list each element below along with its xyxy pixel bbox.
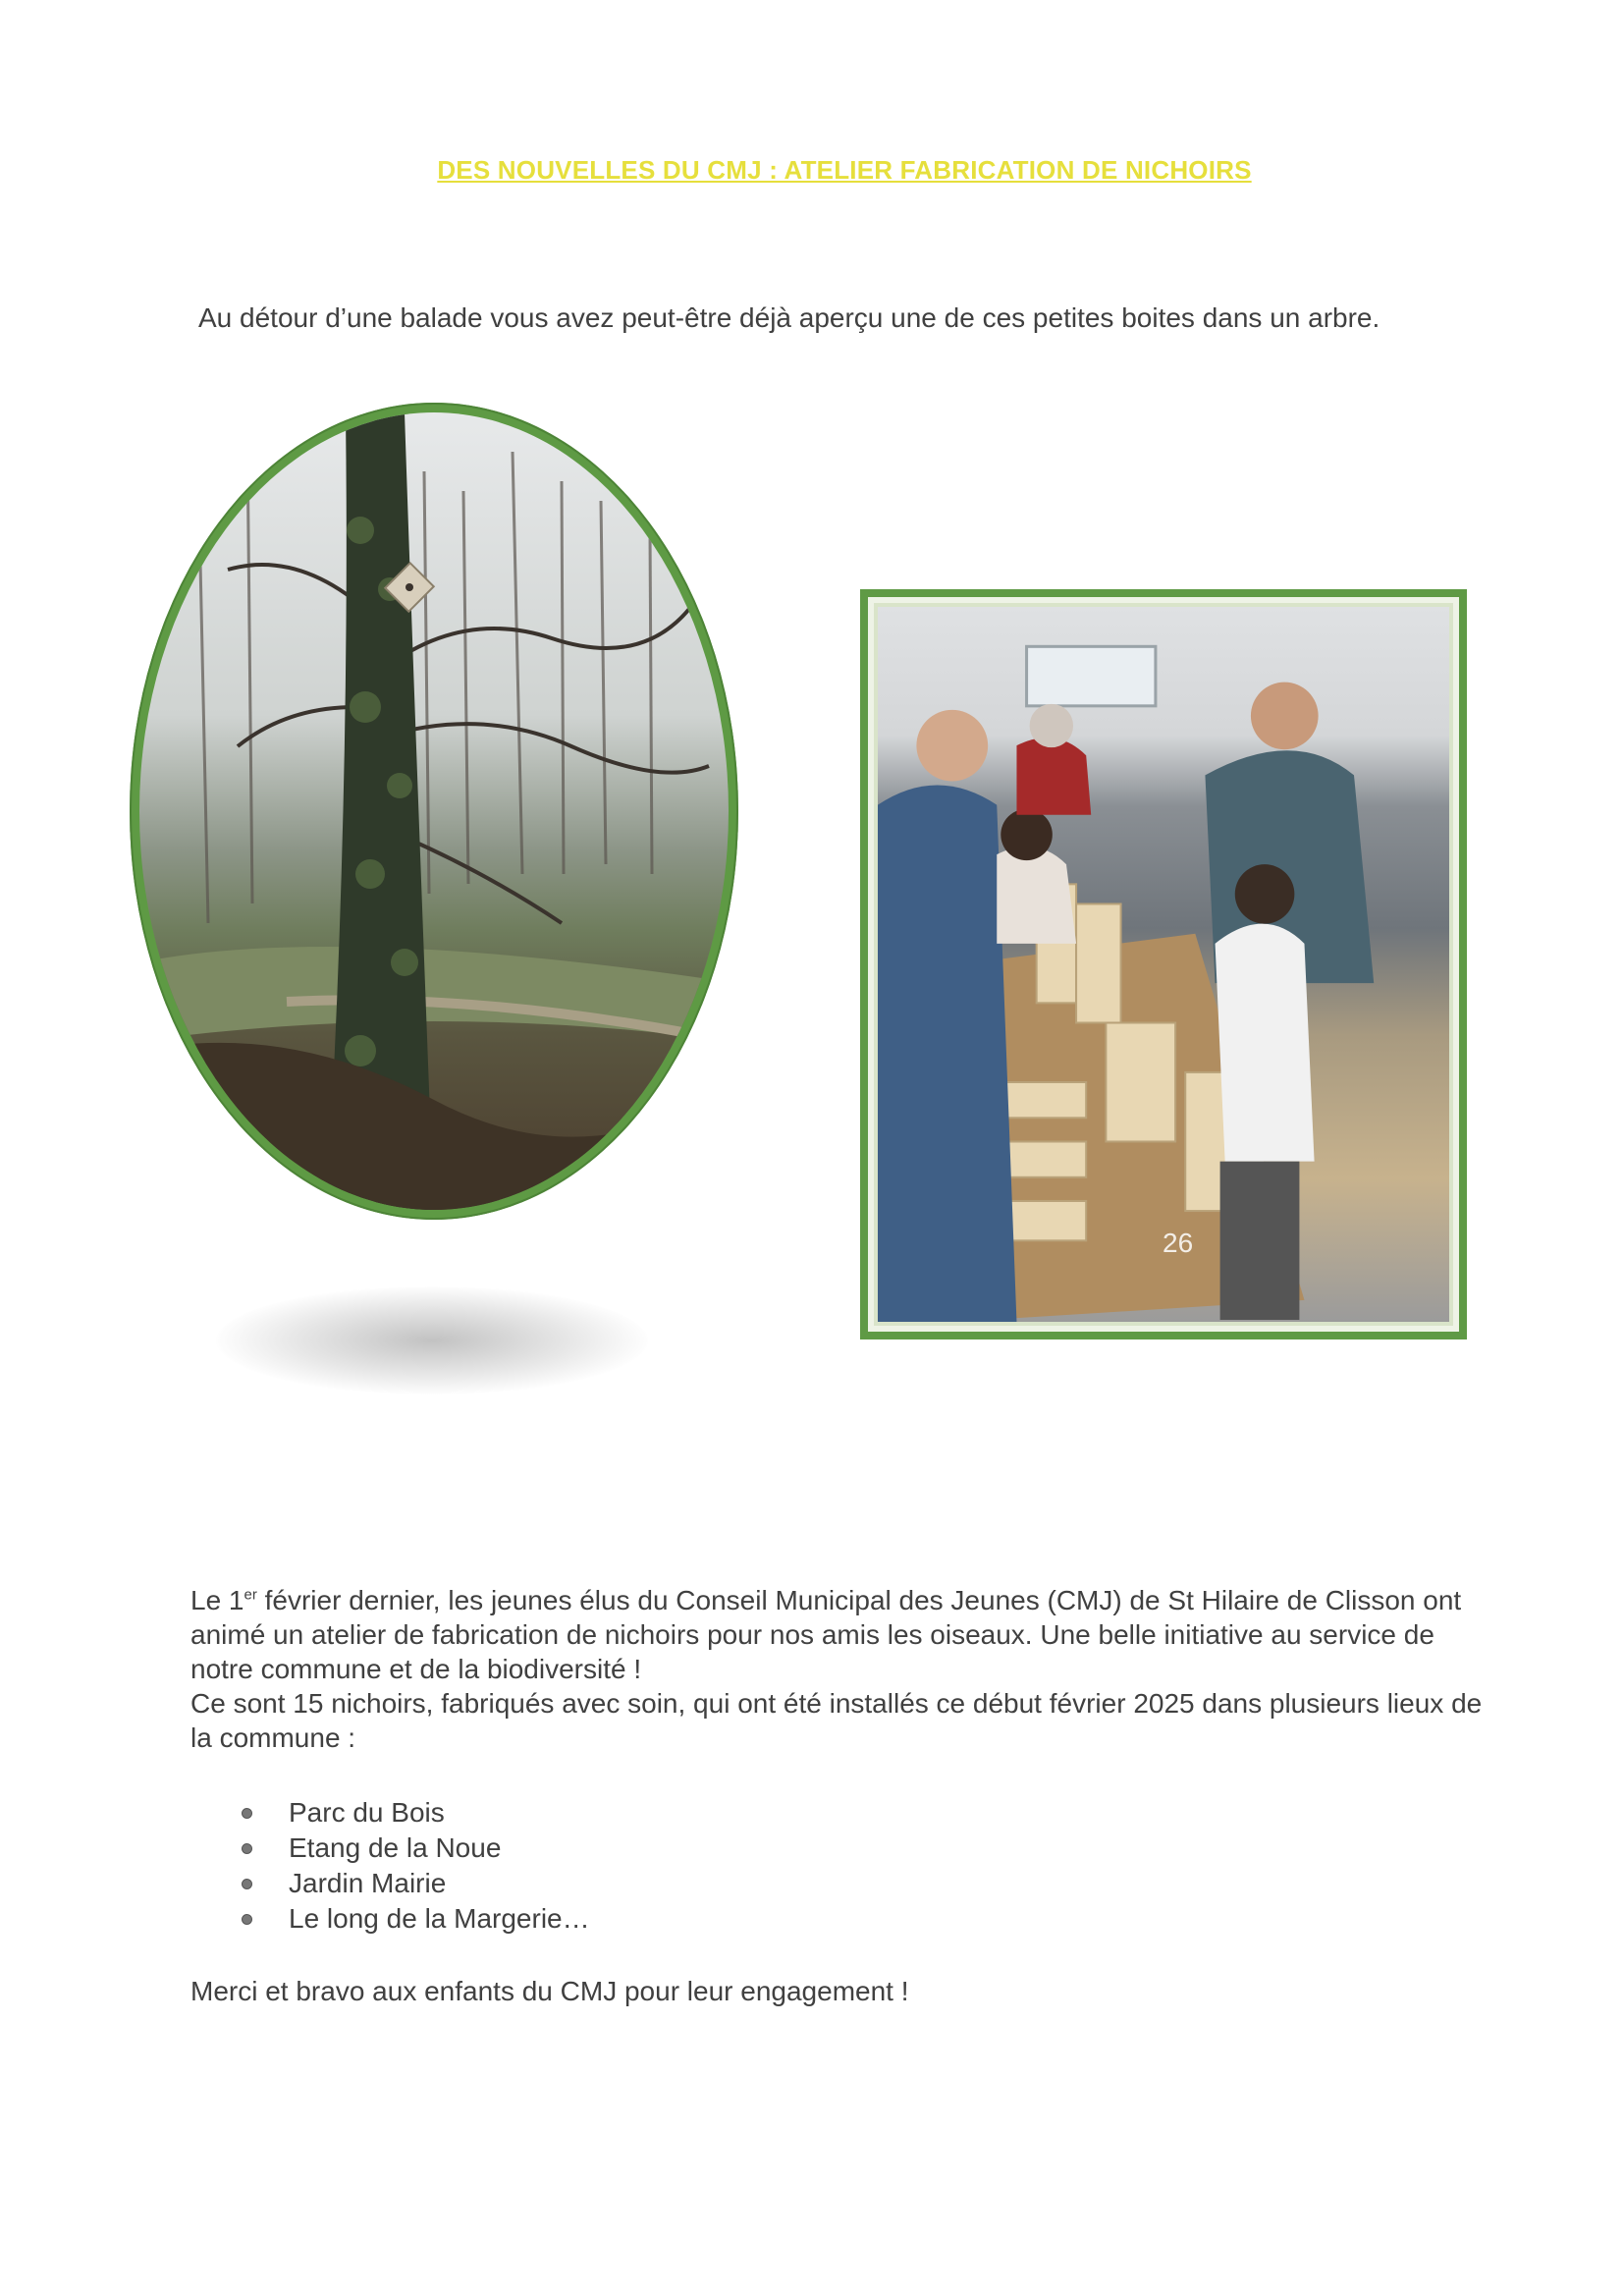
location-label: Jardin Mairie	[289, 1868, 447, 1898]
intro-text: Au détour d’une balade vous avez peut-être déjà aperçu une de ces petites boites dans un arbre.	[198, 302, 1380, 333]
paragraph-1	[190, 1583, 1496, 1686]
p1-rest: février dernier, les jeunes élus du Conseil Municipal des Jeunes (CMJ) de St Hilaire de Clisson ont animé un atelier de fabrication de nichoirs pour nos amis les oiseaux. Une belle initiative au service de notre commune et de la biodiversité !	[190, 1585, 1462, 1684]
list-item	[242, 1901, 590, 1937]
bullet-icon	[242, 1914, 252, 1925]
list-item	[242, 1831, 590, 1866]
location-label: Etang de la Noue	[289, 1832, 502, 1863]
list-item	[242, 1866, 590, 1901]
bullet-icon	[242, 1808, 252, 1819]
ordinal-suffix: er	[243, 1586, 257, 1604]
workshop-photo-frame	[860, 589, 1467, 1339]
p1-start: Le 1	[190, 1585, 244, 1615]
bullet-icon	[242, 1879, 252, 1889]
oval-drop-shadow	[216, 1286, 648, 1394]
workshop-photo-image	[878, 607, 1449, 1322]
bullet-icon	[242, 1843, 252, 1854]
tree-photo-oval	[130, 403, 738, 1220]
location-label: Parc du Bois	[289, 1797, 445, 1828]
paragraph-2: Ce sont 15 nichoirs, fabriqués avec soin, qui ont été installés ce début février 2025 dans plusieurs lieux de la commune :	[190, 1688, 1483, 1753]
article-body	[190, 1583, 1496, 1755]
table-number-label: 26	[1163, 1228, 1194, 1258]
locations-list	[242, 1795, 590, 1937]
location-label: Le long de la Margerie…	[289, 1903, 590, 1934]
thanks-text: Merci et bravo aux enfants du CMJ pour leur engagement !	[190, 1976, 909, 2006]
list-item	[242, 1795, 590, 1831]
tree-with-nest-box-image	[139, 412, 729, 1210]
workshop-photo-mat	[868, 597, 1459, 1332]
article-title: DES NOUVELLES DU CMJ : ATELIER FABRICATION DE NICHOIRS	[437, 155, 1252, 185]
